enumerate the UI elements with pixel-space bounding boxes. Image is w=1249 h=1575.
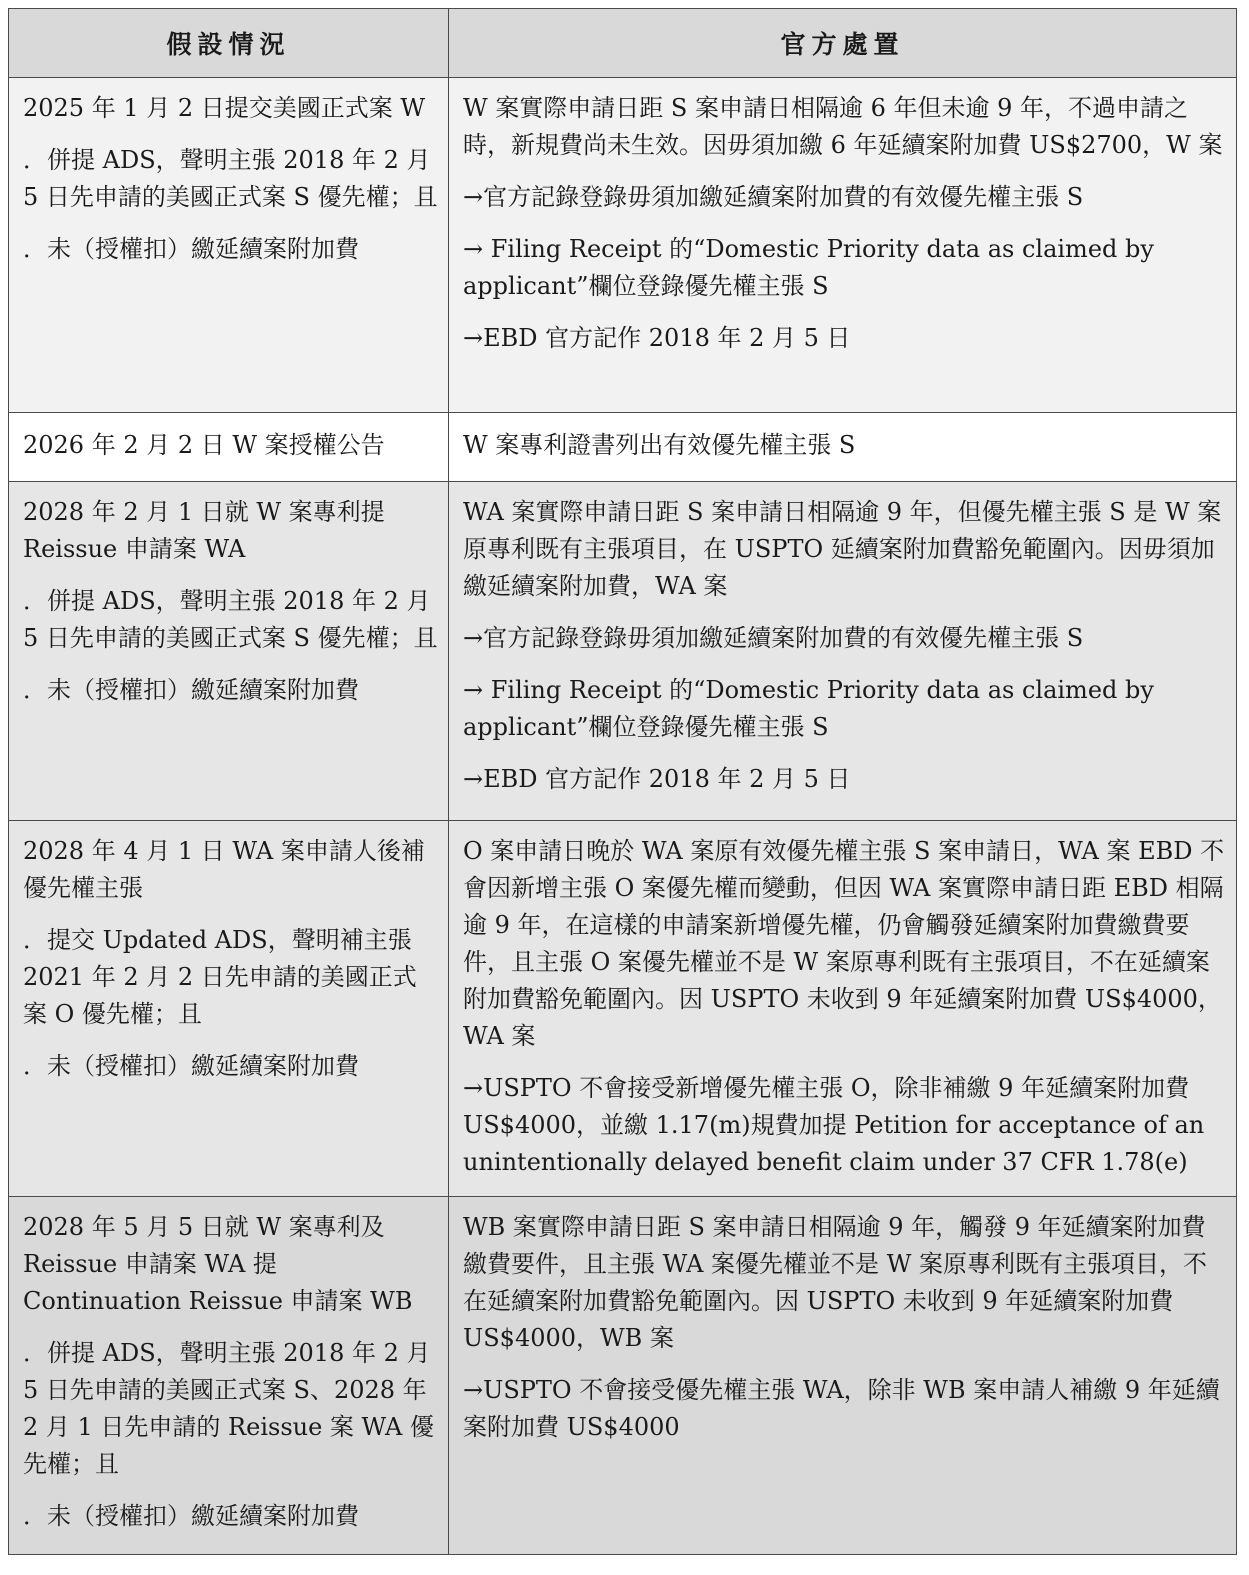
scenario-paragraph: 2028 年 2 月 1 日就 W 案專利提 Reissue 申請案 WA <box>23 498 385 563</box>
table-row <box>9 482 1237 821</box>
scenario-paragraph: ．併提 ADS，聲明主張 2018 年 2 月 5 日先申請的美國正式案 S 優先權；且 <box>23 146 438 211</box>
handling-paragraph: →EBD 官方記作 2018 年 2 月 5 日 <box>463 324 851 352</box>
handling-cell <box>449 413 1237 482</box>
handling-paragraph: → Filing Receipt 的“Domestic Priority data as claimed by applicant”欄位登錄優先權主張 S <box>463 235 1154 300</box>
handling-paragraph: →官方記錄登錄毋須加繳延續案附加費的有效優先權主張 S <box>463 183 1084 211</box>
scenario-cell <box>9 821 449 1197</box>
handling-paragraph: →USPTO 不會接受新增優先權主張 O，除非補繳 9 年延續案附加費 US$4000，並繳 1.17(m)規費加提 Petition for acceptance of an unintentionally delayed benefit claim under 37 CFR 1.78(e) <box>463 1074 1205 1176</box>
header-handling: 官方處置 <box>449 9 1237 78</box>
handling-paragraph: →EBD 官方記作 2018 年 2 月 5 日 <box>463 765 851 793</box>
scenario-paragraph: ．未（授權扣）繳延續案附加費 <box>23 676 359 704</box>
table-row <box>9 1197 1237 1555</box>
handling-paragraph: O 案申請日晚於 WA 案原有效優先權主張 S 案申請日，WA 案 EBD 不會因新增主張 O 案優先權而變動，但因 WA 案實際申請日距 EBD 相隔逾 9 年，在這樣的申請案新增優先權，仍會觸發延續案附加費繳費要件，且主張 O 案優先權並不是 W 案原專利既有主張項目，不在延續案附加費豁免範圍內。因 USPTO 未收到 9 年延續案附加費 US$4000，WA 案 <box>463 837 1225 1050</box>
scenario-paragraph: 2028 年 4 月 1 日 WA 案申請人後補優先權主張 <box>23 837 425 902</box>
handling-paragraph: →USPTO 不會接受優先權主張 WA，除非 WB 案申請人補繳 9 年延續案附加費 US$4000 <box>463 1376 1220 1441</box>
scenario-paragraph: 2026 年 2 月 2 日 W 案授權公告 <box>23 431 385 459</box>
scenario-cell <box>9 413 449 482</box>
priority-claim-table <box>8 8 1237 1555</box>
scenario-paragraph: ．提交 Updated ADS，聲明補主張 2021 年 2 月 2 日先申請的美國正式案 O 優先權；且 <box>23 926 417 1028</box>
handling-cell <box>449 821 1237 1197</box>
scenario-paragraph: ．併提 ADS，聲明主張 2018 年 2 月 5 日先申請的美國正式案 S、2028 年 2 月 1 日先申請的 Reissue 案 WA 優先權；且 <box>23 1339 434 1478</box>
handling-cell <box>449 78 1237 413</box>
handling-cell <box>449 1197 1237 1555</box>
handling-paragraph: → Filing Receipt 的“Domestic Priority data as claimed by applicant”欄位登錄優先權主張 S <box>463 676 1154 741</box>
scenario-paragraph: ．未（授權扣）繳延續案附加費 <box>23 1052 359 1080</box>
scenario-cell <box>9 1197 449 1555</box>
scenario-paragraph: ．未（授權扣）繳延續案附加費 <box>23 235 359 263</box>
handling-paragraph: WB 案實際申請日距 S 案申請日相隔逾 9 年，觸發 9 年延續案附加費繳費要件，且主張 WA 案優先權並不是 W 案原專利既有主張項目，不在延續案附加費豁免範圍內。因 USPTO 未收到 9 年延續案附加費 US$4000，WB 案 <box>463 1213 1207 1352</box>
document-page <box>8 8 1236 1555</box>
table-row <box>9 821 1237 1197</box>
handling-paragraph: W 案專利證書列出有效優先權主張 S <box>463 431 856 459</box>
table-header-row <box>9 9 1237 78</box>
scenario-paragraph: 2028 年 5 月 5 日就 W 案專利及 Reissue 申請案 WA 提 Continuation Reissue 申請案 WB <box>23 1213 413 1315</box>
scenario-cell <box>9 482 449 821</box>
scenario-paragraph: ．未（授權扣）繳延續案附加費 <box>23 1502 359 1530</box>
scenario-paragraph: ．併提 ADS，聲明主張 2018 年 2 月 5 日先申請的美國正式案 S 優先權；且 <box>23 587 438 652</box>
handling-cell <box>449 482 1237 821</box>
scenario-paragraph: 2025 年 1 月 2 日提交美國正式案 W <box>23 94 426 122</box>
table-row <box>9 78 1237 413</box>
header-scenario: 假設情況 <box>9 9 449 78</box>
handling-paragraph: →官方記錄登錄毋須加繳延續案附加費的有效優先權主張 S <box>463 624 1084 652</box>
table-row <box>9 413 1237 482</box>
handling-paragraph: W 案實際申請日距 S 案申請日相隔逾 6 年但未逾 9 年，不過申請之時，新規費尚未生效。因毋須加繳 6 年延續案附加費 US$2700，W 案 <box>463 94 1223 159</box>
handling-paragraph: WA 案實際申請日距 S 案申請日相隔逾 9 年，但優先權主張 S 是 W 案原專利既有主張項目，在 USPTO 延續案附加費豁免範圍內。因毋須加繳延續案附加費，WA 案 <box>463 498 1222 600</box>
scenario-cell <box>9 78 449 413</box>
